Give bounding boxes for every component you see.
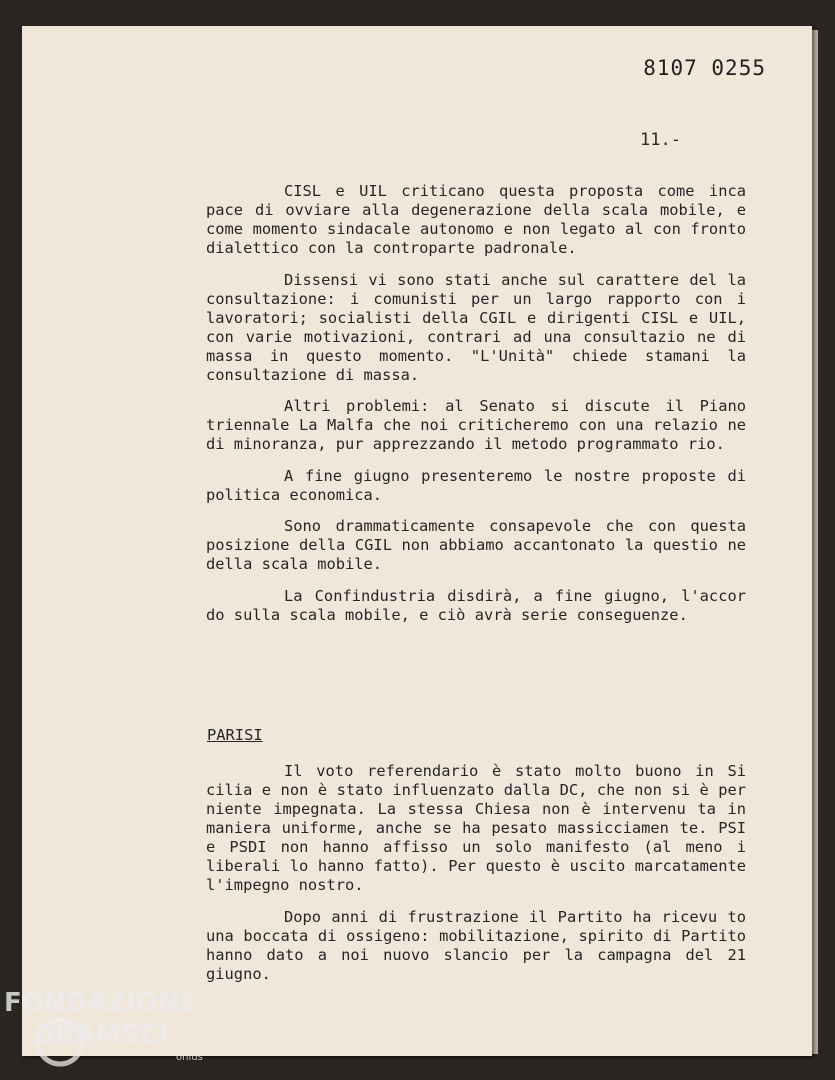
archive-code: 8107 0255 — [643, 56, 766, 80]
page-edge — [812, 30, 818, 1054]
paragraph: Dissensi vi sono stati anche sul carattere del la consultazione: i comunisti per un largo rapporto con i lavoratori; socialisti della CGIL e dirigenti CISL e UIL, con varie motivazioni, contrari ad una consultazio ne di massa in questo momento. "L'Unità" chiede stamani la consultazione di massa. — [206, 270, 746, 384]
body-section-2 — [206, 762, 746, 996]
paragraph: Il voto referendario è stato molto buono in Si cilia e non è stato influenzato dalla DC, che non si è per niente impegnata. La stessa Chiesa non è intervenu ta in maniera uniforme, anche se ha pesato massicciamen te. PSI e PSDI non hanno affisso un solo manifesto (al meno i liberali lo hanno fatto). Per questo è uscito marcatamente l'impegno nostro. — [206, 762, 746, 894]
watermark-line-1: FONDAZIONE — [4, 988, 198, 1018]
body-section-1 — [206, 182, 746, 637]
paragraph: A fine giugno presenteremo le nostre proposte di politica economica. — [206, 466, 746, 504]
paragraph: CISL e UIL criticano questa proposta come inca pace di ovviare alla degenerazione della scala mobile, e come momento sindacale autonomo e non legato al con fronto dialettico con la controparte padronale. — [206, 182, 746, 257]
paragraph: Sono drammaticamente consapevole che con questa posizione della CGIL non abbiamo accantonato la questio ne della scala mobile. — [206, 517, 746, 573]
speaker-heading: PARISI — [207, 726, 263, 744]
paragraph: La Confindustria disdirà, a fine giugno, l'accor do sulla scala mobile, e ciò avrà serie conseguenze. — [206, 586, 746, 624]
paragraph: Altri problemi: al Senato si discute il Piano triennale La Malfa che noi criticheremo con una relazio ne di minoranza, pur apprezzando il metodo programmato rio. — [206, 397, 746, 453]
fondazione-gramsci-watermark — [4, 986, 214, 1076]
watermark-line-2: GRAMSCI — [34, 1020, 169, 1050]
page-number: 11.- — [640, 130, 681, 150]
paragraph: Dopo anni di frustrazione il Partito ha ricevu to una boccata di ossigeno: mobilitazione, spirito di Partito hanno dato a noi nuovo slancio per la campagna del 21 giugno. — [206, 907, 746, 983]
watermark-line-3: onlus — [176, 1052, 203, 1063]
